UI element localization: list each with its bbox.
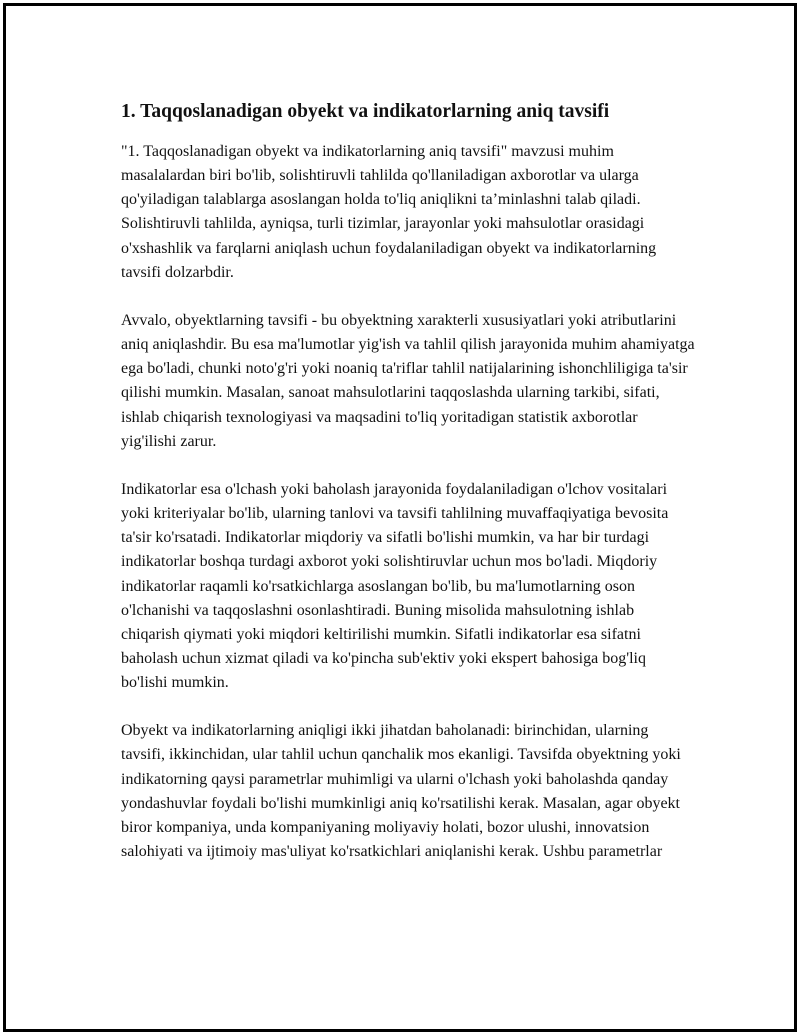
paragraph-2: Avvalo, obyektlarning tavsifi - bu obyektning xarakterli xususiyatlari yoki atributlarini aniq aniqlashdir. Bu esa ma'lumotlar yig'ish va tahlil qilish jarayonida muhim ahamiyatga ega bo'ladi, chunki noto'g'ri yoki noaniq ta'riflar tahlil natijalarining ishonchliligiga ta'sir qilishi mumkin. Masalan, sanoat mahsulotlarini taqqoslashda ularning tarkibi, sifati, ishlab chiqarish texnologiyasi va maqsadini to'liq yoritadigan statistik axborotlar yig'ilishi zarur. bbox=[121, 311, 695, 450]
paragraph-4: Obyekt va indikatorlarning aniqligi ikki jihatdan baholanadi: birinchidan, ularning tavsifi, ikkinchidan, ular tahlil uchun qanchalik mos ekanligi. Tavsifda obyektning yoki indikatorning qaysi parametrlar muhimligi va ularni o'lchash yoki baholashda qanday yondashuvlar foydali bo'lishi mumkinligi aniq ko'rsatilishi kerak. Masalan, agar obyekt biror kompaniya, unda kompaniyaning moliyaviy holati, bozor ulushi, innovatsion salohiyati va ijtimoiy mas'uliyat ko'rsatkichlari aniqlanishi kerak. Ushbu parametrlar bbox=[121, 722, 681, 861]
paragraph-3: Indikatorlar esa o'lchash yoki baholash jarayonida foydalaniladigan o'lchov vositalari yoki kriteriyalar bo'lib, ularning tanlovi va tavsifi tahlilning muvaffaqiyatiga bevosita ta'sir ko'rsatadi. Indikatorlar miqdoriy va sifatli bo'lishi mumkin, va har bir turdagi indikatorlar boshqa turdagi axborot yoki solishtiruvlar uchun mos bo'ladi. Miqdoriy indikatorlar raqamli ko'rsatkichlarga asoslangan bo'lib, bu ma'lumotlarning oson o'lchanishi va taqqoslashni osonlashtiradi. Buning misolida mahsulotning ishlab chiqarish qiymati yoki miqdori keltirilishi mumkin. Sifatli indikatorlar esa sifatni baholash uchun xizmat qiladi va ko'pincha sub'ektiv yoki ekspert bahosiga bog'liq bo'lishi mumkin. bbox=[121, 480, 669, 692]
section-heading: 1. Taqqoslanadigan obyekt va indikatorlarning aniq tavsifi bbox=[121, 101, 610, 122]
paragraph-1: "1. Taqqoslanadigan obyekt va indikatorlarning aniq tavsifi" mavzusi muhim masalalardan biri bo'lib, solishtiruvli tahlilda qo'llaniladigan axborotlar va ularga qo'yiladigan talablarga asoslangan holda to'liq aniqlikni ta’minlashni talab qiladi. Solishtiruvli tahlilda, ayniqsa, turli tizimlar, jarayonlar yoki mahsulotlar orasidagi o'xshashlik va farqlarni aniqlash uchun foydalaniladigan obyekt va indikatorlarning tavsifi dolzarbdir. bbox=[121, 143, 657, 281]
document-page bbox=[3, 3, 797, 1032]
document-body bbox=[121, 98, 696, 888]
